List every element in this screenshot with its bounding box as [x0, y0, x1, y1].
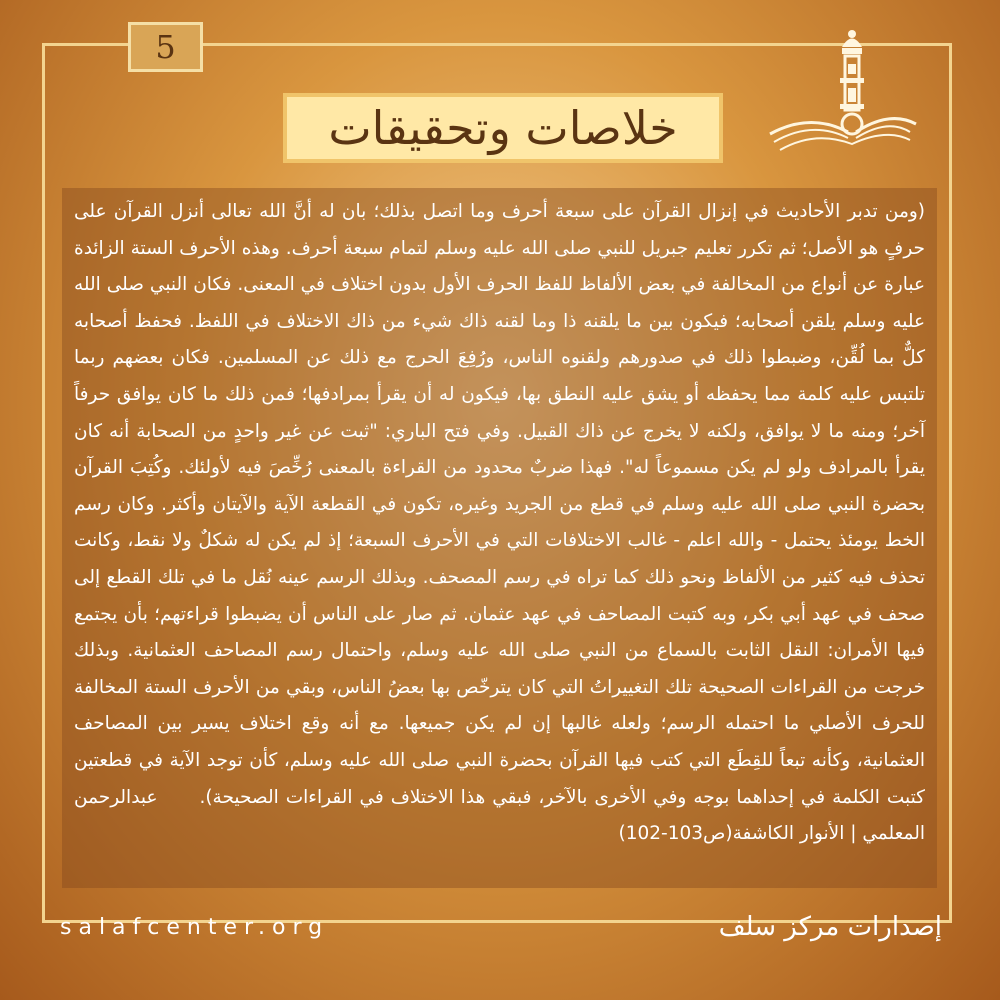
text-panel: [62, 188, 937, 888]
title-banner: [283, 93, 723, 163]
quote-body: [74, 194, 925, 853]
minaret-book-logo: [760, 12, 920, 162]
source-citation: عبدالرحمن المعلمي | الأنوار الكاشفة(ص103-102): [74, 786, 925, 845]
website-url: salafcenter.org: [60, 915, 330, 940]
page-title: خلاصات وتحقيقات: [328, 101, 678, 155]
publisher-name: إصدارات مركز سلف: [718, 912, 942, 942]
page-number: 5: [155, 28, 176, 66]
page-number-badge: [128, 22, 203, 72]
quote-text: (ومن تدبر الأحاديث في إنزال القرآن على سبعة أحرف وما اتصل بذلك؛ بان له أنَّ الله تعالى أنزل القرآن على حرفٍ هو الأصل؛ ثم تكرر تعليم جبريل للنبي صلى الله عليه وسلم لتمام سبعة أحرف. وهذه الأحرف الستة الزائدة عبارة عن أنواع من المخالفة في بعض الألفاظ للفظ الحرف الأول بدون اختلاف في المعنى. فكان النبي صلى الله عليه وسلم يلقن أصحابه؛ فيكون بين ما يلقنه ذا وما لقنه ذاك شيء من ذاك الاختلاف في اللفظ. فحفظ أصحابه كلٌّ بما لُقِّن، وضبطوا ذلك في صدورهم ولقنوه الناس، ورُفِعَ الحرج مع ذلك عن المسلمين. فكان بعضهم ربما تلتبس عليه كلمة مما يحفظه أو يشق عليه النطق بها، فيكون له أن يقرأ بمرادفها؛ فمن ذلك ما كان يوافق حرفاً آخر؛ ومنه ما لا يوافق، ولكنه لا يخرج عن ذاك القبيل. وفي فتح الباري: "ثبت عن غير واحدٍ من الصحابة أنه كان يقرأ بالمرادف ولو لم يكن مسموعاً له". فهذا ضربٌ محدود من القراءة بالمعنى رُخِّصَ فيه لأولئك. وكُتِبَ القرآن بحضرة النبي صلى الله عليه وسلم في قطع من الجريد وغيره، تكون في القطعة الآية والآيتان وأكثر. وكان رسم الخط يومئذ يحتمل - والله اعلم - غالب الاختلافات التي في الأحرف السبعة؛ إذ لم يكن له شكلٌ ولا نقط، وكانت تحذف فيه كثير من الألفاظ ونحو ذلك كما تراه في رسم المصحف. وبذلك الرسم عينه نُقل ما في تلك القطع إلى صحف في عهد أبي بكر، وبه كتبت المصاحف في عهد عثمان. ثم صار على الناس أن يضبطوا قراءتهم؛ بأن يجتمع فيها الأمران: النقل الثابت بالسماع من النبي صلى الله عليه وسلم، واحتمال رسم المصاحف العثمانية. وبذلك خرجت من القراءات الصحيحة تلك التغييراتُ التي كان يترخّص بها بعضُ الناس، وبقي من الأحرف الستة المخالفة للحرف الأصلي ما احتمله الرسم؛ ولعله غالبها إن لم يكن جميعها. مع أنه وقع اختلاف يسير بين المصاحف العثمانية، وكأنه تبعاً للقِطَع التي كتب فيها القرآن بحضرة النبي صلى الله عليه وسلم، كأن توجد الآية في قطعتين كتبت الكلمة في إحداهما بوجه وفي الأخرى بالآخر، فبقي هذا الاختلاف في القراءات الصحيحة).: [74, 201, 925, 808]
